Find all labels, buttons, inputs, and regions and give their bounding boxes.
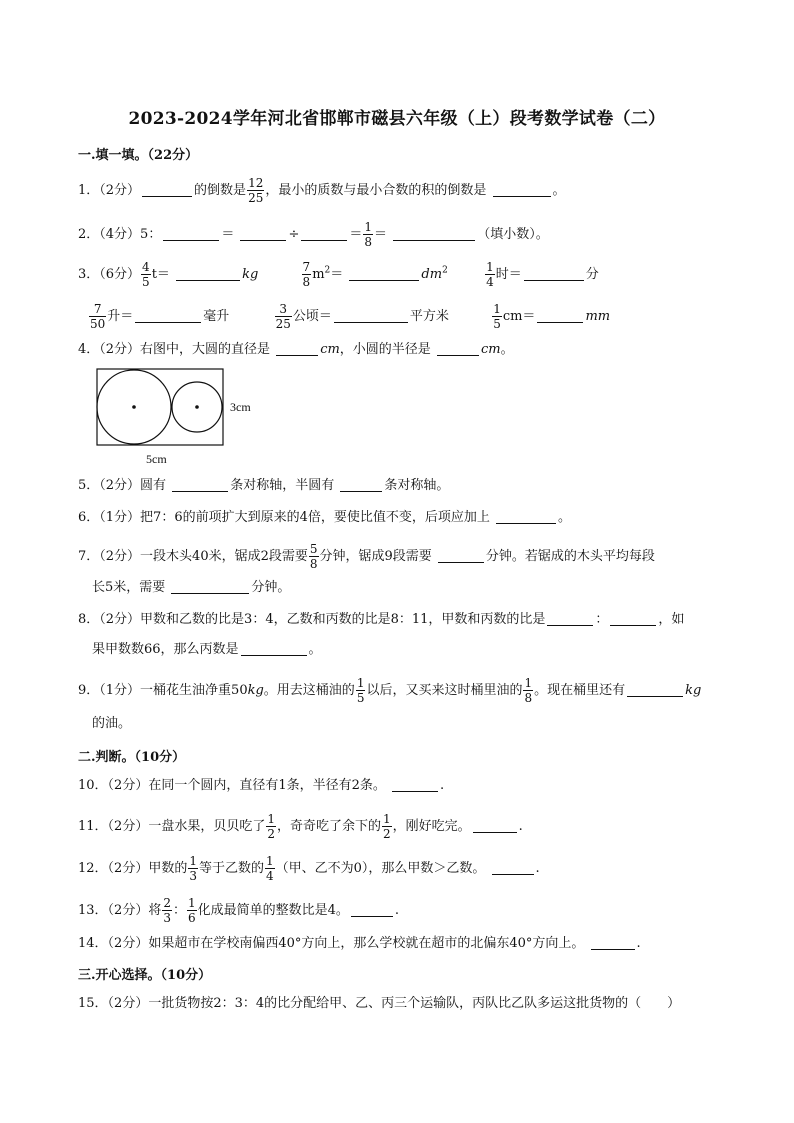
question-11: 11．（2分）一盘水果，贝贝吃了 $\frac{1}{2}$ ，奇奇吃了余下的 $\frac{1}{2}$ ，刚好吃完。 . [78, 812, 523, 841]
question-1: 1．（2分） 的倒数是 $\frac{12}{25}$ ，最小的质数与最小合数的积的倒数是 。 [78, 176, 566, 205]
answer-blank[interactable] [171, 579, 249, 594]
answer-blank[interactable] [340, 477, 382, 492]
fraction: $\frac{7}{50}$ [90, 302, 106, 331]
answer-blank[interactable] [537, 308, 583, 323]
answer-blank[interactable] [627, 682, 683, 697]
answer-blank[interactable] [393, 226, 475, 241]
fraction: $\frac{1}{2}$ [267, 812, 275, 841]
question-4: 4．（2分）右图中，大圆的直径是 cm，小圆的半径是 cm。 [78, 342, 514, 357]
fraction: $\frac{1}{6}$ [187, 896, 196, 925]
fraction: $\frac{2}{3}$ [163, 896, 171, 925]
section-multiple-choice: 三.开心选择。（10分） [78, 968, 212, 983]
question-13: 13．（2分）将 $\frac{2}{3}$ ： $\frac{1}{6}$ 化成最简单的整数比是4。 . [78, 896, 400, 925]
fraction: $\frac{12}{25}$ [248, 176, 264, 205]
question-12: 12．（2分）甲数的 $\frac{1}{3}$ 等于乙数的 $\frac{1}{4}$ （甲、乙不为0），那么甲数＞乙数。 . [78, 854, 540, 883]
answer-blank[interactable] [524, 266, 584, 281]
fraction: $\frac{1}{5}$ [356, 676, 365, 705]
height-label: 3cm [230, 400, 251, 414]
question-7-row-2: 长5米，需要 分钟。 [92, 580, 291, 595]
fraction: $\frac{1}{3}$ [189, 854, 197, 883]
answer-blank[interactable] [240, 226, 286, 241]
question-6: 6．（1分）把7：6的前项扩大到原来的4倍，要使比值不变，后项应加上 。 [78, 510, 572, 525]
question-15: 15．（2分）一批货物按2：3：4的比分配给甲、乙、丙三个运输队，丙队比乙队多运这批货物的（ ） [78, 996, 681, 1011]
answer-blank[interactable] [241, 641, 307, 656]
answer-blank[interactable] [176, 266, 240, 281]
answer-blank[interactable] [276, 341, 318, 356]
answer-blank[interactable] [163, 226, 219, 241]
answer-blank[interactable] [349, 266, 419, 281]
width-label: 5cm [146, 452, 167, 466]
answer-blank[interactable] [493, 182, 551, 197]
fraction: $\frac{3}{25}$ [275, 302, 291, 331]
circles-diagram [96, 368, 276, 468]
question-7: 7．（2分）一段木头40米，锯成2段需要 $\frac{5}{8}$ 分钟，锯成9段需要 分钟。若锯成的木头平均每段 [78, 542, 655, 571]
section-true-false: 二.判断。（10分） [78, 750, 186, 765]
answer-blank[interactable] [438, 548, 484, 563]
answer-blank[interactable] [334, 308, 408, 323]
answer-blank[interactable] [142, 182, 192, 197]
question-2: 2．（4分）5： ＝ ÷ ＝ $\frac{1}{8}$ ＝ （填小数）。 [78, 220, 549, 249]
circles-figure [96, 368, 276, 472]
fraction: $\frac{5}{8}$ [309, 542, 318, 571]
answer-blank[interactable] [591, 935, 635, 950]
answer-blank[interactable] [135, 308, 201, 323]
answer-blank[interactable] [437, 341, 479, 356]
page-title: 2023-2024学年河北省邯郸市磁县六年级（上）段考数学试卷（二） [128, 109, 666, 129]
answer-blank[interactable] [301, 226, 347, 241]
fraction: $\frac{7}{8}$ [302, 260, 311, 289]
answer-blank[interactable] [473, 818, 517, 833]
answer-blank[interactable] [547, 611, 593, 626]
fraction: $\frac{1}{2}$ [382, 812, 391, 841]
fraction: $\frac{1}{5}$ [493, 302, 501, 331]
fraction: $\frac{1}{4}$ [265, 854, 274, 883]
answer-blank[interactable] [496, 509, 556, 524]
question-3: 3．（6分） $\frac{4}{5}$ t＝ kg $\frac{7}{8}$ $m^2= dm^2$ $\frac{1}{4}$ 时＝ 分 [78, 260, 599, 289]
question-14: 14．（2分）如果超市在学校南偏西40°方向上，那么学校就在超市的北偏东40°方向上。 . [78, 936, 641, 951]
question-9: 9．（1分）一桶花生油净重50kg。用去这桶油的 $\frac{1}{5}$ 以后，又买来这时桶里油的 $\frac{1}{8}$ 。现在桶里还有 kg [78, 676, 702, 705]
fraction: $\frac{1}{8}$ [524, 676, 533, 705]
answer-blank[interactable] [392, 777, 438, 792]
fraction: $\frac{1}{8}$ [364, 220, 373, 249]
section-fill-in: 一.填一填。（22分） [78, 148, 199, 163]
question-10: 10．（2分）在同一个圆内，直径有1条，半径有2条。 . [78, 778, 445, 793]
answer-blank[interactable] [610, 611, 656, 626]
fraction: $\frac{4}{5}$ [142, 260, 150, 289]
answer-blank[interactable] [172, 477, 228, 492]
question-8-row-2: 果甲数数66，那么丙数是 。 [92, 642, 322, 657]
answer-blank[interactable] [492, 860, 534, 875]
question-3-row-2: $\frac{7}{50}$ 升＝ 毫升 $\frac{3}{25}$ 公顷＝ 平方米 $\frac{1}{5}$ cm＝ mm [90, 302, 611, 331]
answer-blank[interactable] [351, 902, 393, 917]
question-9-row-2: 的油。 [92, 716, 132, 731]
question-8: 8．（2分）甲数和乙数的比是3：4，乙数和丙数的比是8：11，甲数和丙数的比是 ： ，如 [78, 612, 685, 627]
fraction: $\frac{1}{4}$ [486, 260, 494, 289]
question-5: 5．（2分）圆有 条对称轴，半圆有 条对称轴。 [78, 478, 450, 493]
